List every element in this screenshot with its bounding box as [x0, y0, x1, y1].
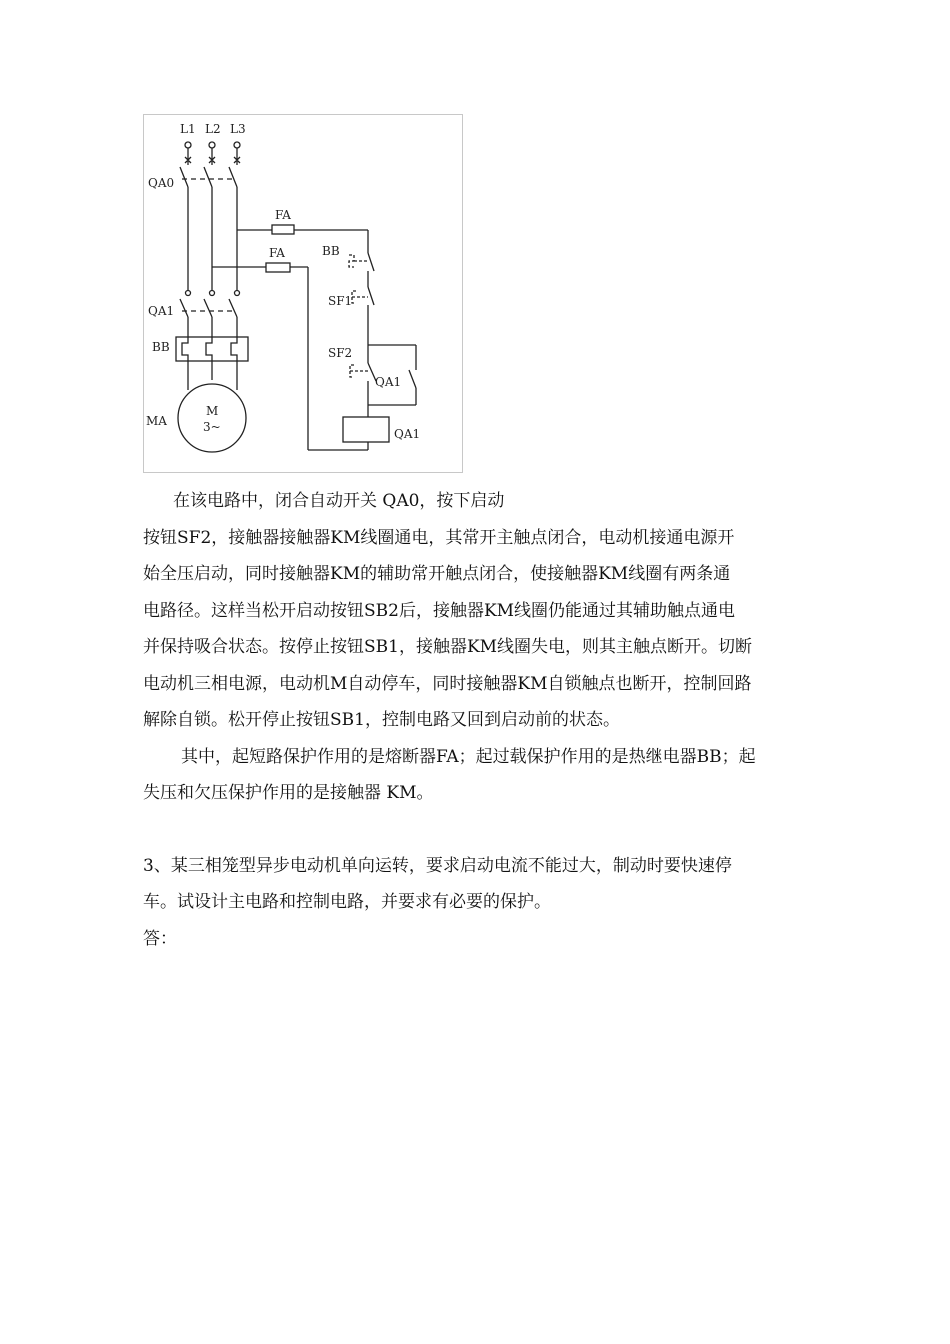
label-motor-phase: 3~ [203, 420, 221, 434]
para2-line1: 其中，起短路保护作用的是熔断器FA；起过载保护作用的是热继电器BB；起 [181, 746, 756, 767]
label-ma: MA [146, 414, 167, 428]
body-text [143, 483, 811, 957]
question3-line2: 车。试设计主电路和控制电路，并要求有必要的保护。 [143, 892, 551, 912]
circuit-diagram-svg [144, 115, 462, 472]
para1-line4: 电路径。这样当松开启动按钮SB2后，接触器KM线圈仍能通过其辅助触点通电 [143, 600, 736, 621]
label-fa-top: FA [275, 208, 291, 222]
label-l3: L3 [230, 122, 246, 136]
label-qa1-aux: QA1 [375, 375, 402, 389]
label-qa1-coil: QA1 [394, 427, 421, 441]
question3-line1: 3、某三相笼型异步电动机单向运转，要求启动电流不能过大，制动时要快速停 [143, 855, 732, 876]
label-fa-bottom: FA [269, 246, 285, 260]
para1-line7: 解除自锁。松开停止按钮SB1，控制电路又回到启动前的状态。 [143, 710, 620, 730]
para2-line2: 失压和欠压保护作用的是接触器 KM。 [143, 783, 434, 803]
para1-line1: 在该电路中，闭合自动开关 QA0，按下启动 [173, 491, 505, 511]
para1-line6: 电动机三相电源，电动机M自动停车，同时接触器KM自锁触点也断开，控制回路 [143, 673, 752, 694]
para1-line2: 按钮SF2，接触器接触器KM线圈通电，其常开主触点闭合，电动机接通电源开 [143, 527, 735, 548]
label-bb-main: BB [152, 340, 170, 354]
label-l2: L2 [205, 122, 221, 136]
label-sf1: SF1 [328, 294, 353, 308]
para1-line3: 始全压启动，同时接触器KM的辅助常开触点闭合，使接触器KM线圈有两条通 [143, 564, 731, 584]
paragraph-gap [143, 812, 811, 848]
label-qa1-main: QA1 [148, 304, 175, 318]
answer-label: 答： [143, 928, 177, 949]
label-bb-ctrl: BB [322, 244, 340, 258]
label-sf2: SF2 [328, 346, 353, 360]
label-l1: L1 [180, 122, 196, 136]
label-motor-m: M [206, 404, 219, 418]
circuit-diagram [143, 114, 463, 473]
label-qa0: QA0 [148, 176, 175, 190]
para1-line5: 并保持吸合状态。按停止按钮SB1，接触器KM线圈失电，则其主触点断开。切断 [143, 637, 753, 657]
